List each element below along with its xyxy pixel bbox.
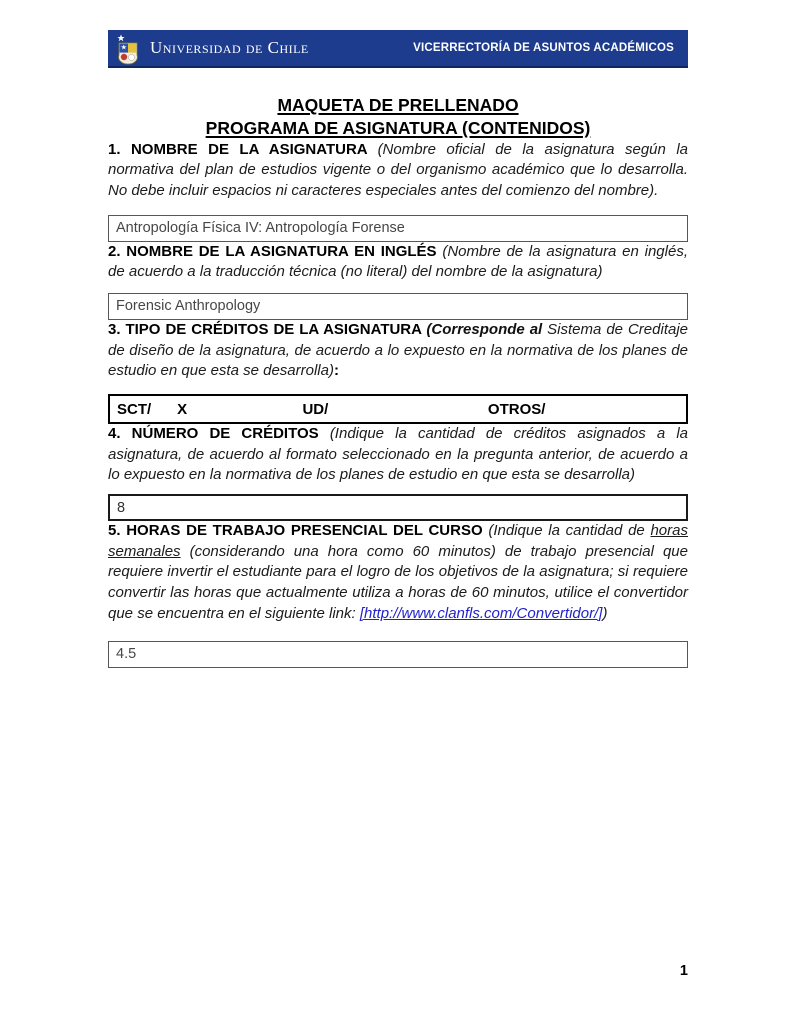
course-name-english-value: Forensic Anthropology	[116, 298, 261, 315]
page-number: 1	[679, 963, 688, 979]
section-4-heading: 4. NÚMERO DE CRÉDITOS	[108, 425, 330, 442]
section-2-description: (Nombre de la asignatura en inglés, de acuerdo a la traducción técnica (no literal) del nombre de la asignatura)	[108, 242, 688, 281]
section-4-description: (Indique la cantidad de créditos asignados a la asignatura, de acuerdo al formato seleccionado en la pregunta anterior, de acuerdo a lo expuesto en la normativa de los planes de estudio en que esta se desarrolla)	[108, 425, 688, 484]
otros-label: OTROS/	[487, 400, 546, 418]
header-left	[116, 34, 309, 62]
section-5-paragraph	[108, 521, 688, 624]
section-3-heading: 3. TIPO DE CRÉDITOS DE LA ASIGNATURA	[108, 320, 427, 338]
section-3-paragraph	[108, 320, 688, 382]
section-5-description-part2: (considerando una hora como 60 minutos) de trabajo presencial que requiere invertir el estudiante para el logro de los objetivos de la asignatura; si requiere convertir las horas que actualmente utiliza a horas de 60 minutos, utilice el convertidor que se encuentra en el siguiente link:	[108, 542, 688, 622]
section-5-description-part1: (Indique la cantidad de	[488, 522, 651, 540]
section-1-description: (Nombre oficial de la asignatura según la normativa del plan de estudios vigente o del organismo académico que lo desarrolla. No debe incluir espacios ni caracteres especiales antes del comienzo del nombre).	[108, 140, 689, 199]
section-5-description-end: )	[602, 604, 608, 622]
credit-type-row	[108, 394, 688, 424]
header-banner	[108, 30, 688, 68]
section-2-heading: 2. NOMBRE DE LA ASIGNATURA EN INGLÉS	[108, 242, 443, 260]
credit-type-sct-cell[interactable]	[117, 401, 302, 418]
university-crest-icon	[116, 34, 140, 66]
course-name-value: Antropología Física IV: Antropología Forense	[116, 220, 405, 237]
sct-value: X	[177, 400, 188, 418]
credit-count-field[interactable]	[108, 494, 688, 521]
ud-label: UD/	[302, 400, 329, 418]
course-name-field[interactable]	[108, 215, 688, 242]
document-title-line2: PROGRAMA DE ASIGNATURA (CONTENIDOS)	[205, 117, 591, 138]
document-title	[108, 94, 688, 140]
sct-label: SCT/	[117, 400, 152, 418]
department-title: VICERRECTORÍA DE ASUNTOS ACADÉMICOS	[413, 42, 674, 54]
credit-type-otros-cell[interactable]	[488, 401, 679, 418]
weekly-hours-value: 4.5	[116, 646, 137, 662]
section-3-description: Sistema de Creditaje de diseño de la asignatura, de acuerdo a lo expuesto en la normativa de los planes de estudio en que esta se desarrolla)	[108, 320, 688, 380]
credit-count-value: 8	[117, 499, 126, 516]
section-1-paragraph	[108, 140, 688, 202]
section-4-paragraph	[108, 424, 688, 486]
document-title-line1: MAQUETA DE PRELLENADO	[277, 95, 519, 115]
section-2-paragraph	[108, 242, 688, 283]
section-3-colon: :	[333, 362, 339, 380]
section-5-underlined-phrase: horas semanales	[108, 522, 688, 560]
credit-type-ud-cell[interactable]	[302, 401, 487, 418]
weekly-hours-field[interactable]	[108, 641, 688, 668]
section-1-heading: 1. NOMBRE DE LA ASIGNATURA	[108, 140, 378, 158]
section-5-heading: 5. HORAS DE TRABAJO PRESENCIAL DEL CURSO	[108, 522, 489, 540]
section-3-description-bold: (Corresponde al	[426, 320, 548, 338]
convertidor-link[interactable]: [http://www.clanfls.com/Convertidor/]	[359, 604, 603, 622]
course-name-english-field[interactable]	[108, 293, 688, 320]
university-name: Universidad de Chile	[150, 38, 309, 57]
